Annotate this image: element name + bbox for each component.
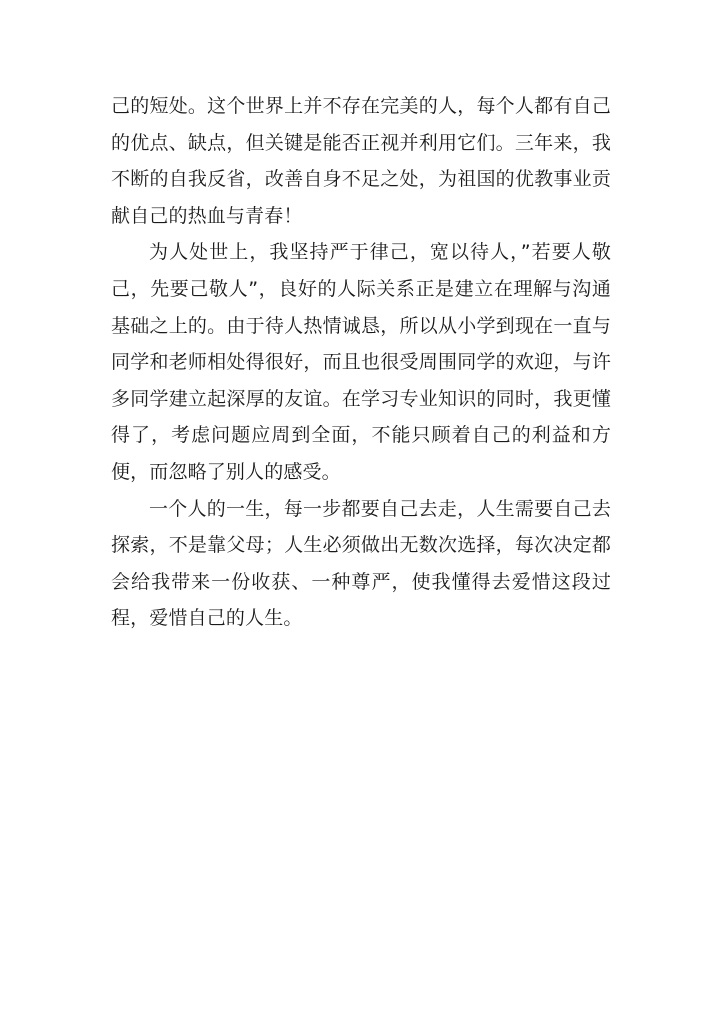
document-body bbox=[111, 88, 611, 637]
paragraph-interpersonal: 为人处世上，我坚持严于律己，宽以待人，”若要人敬己，先要己敬人”，良好的人际关系正是建立在理解与沟通基础之上的。由于待人热情诚恳，所以从小学到现在一直与同学和老师相处得很好，而且也很受周围同学的欢迎，与许多同学建立起深厚的友谊。在学习专业知识的同时，我更懂得了，考虑问题应周到全面，不能只顾着自己的利益和方便，而忽略了别人的感受。 bbox=[111, 241, 611, 483]
paragraph-life: 一个人的一生，每一步都要自己去走，人生需要自己去探索，不是靠父母；人生必须做出无数次选择，每次决定都会给我带来一份收获、一种尊严，使我懂得去爱惜这段过程，爱惜自己的人生。 bbox=[111, 497, 611, 630]
paragraph-continuation: 己的短处。这个世界上并不存在完美的人，每个人都有自己的优点、缺点，但关键是能否正视并利用它们。三年来，我不断的自我反省，改善自身不足之处，为祖国的优教事业贡献自己的热血与青春！ bbox=[111, 95, 611, 227]
